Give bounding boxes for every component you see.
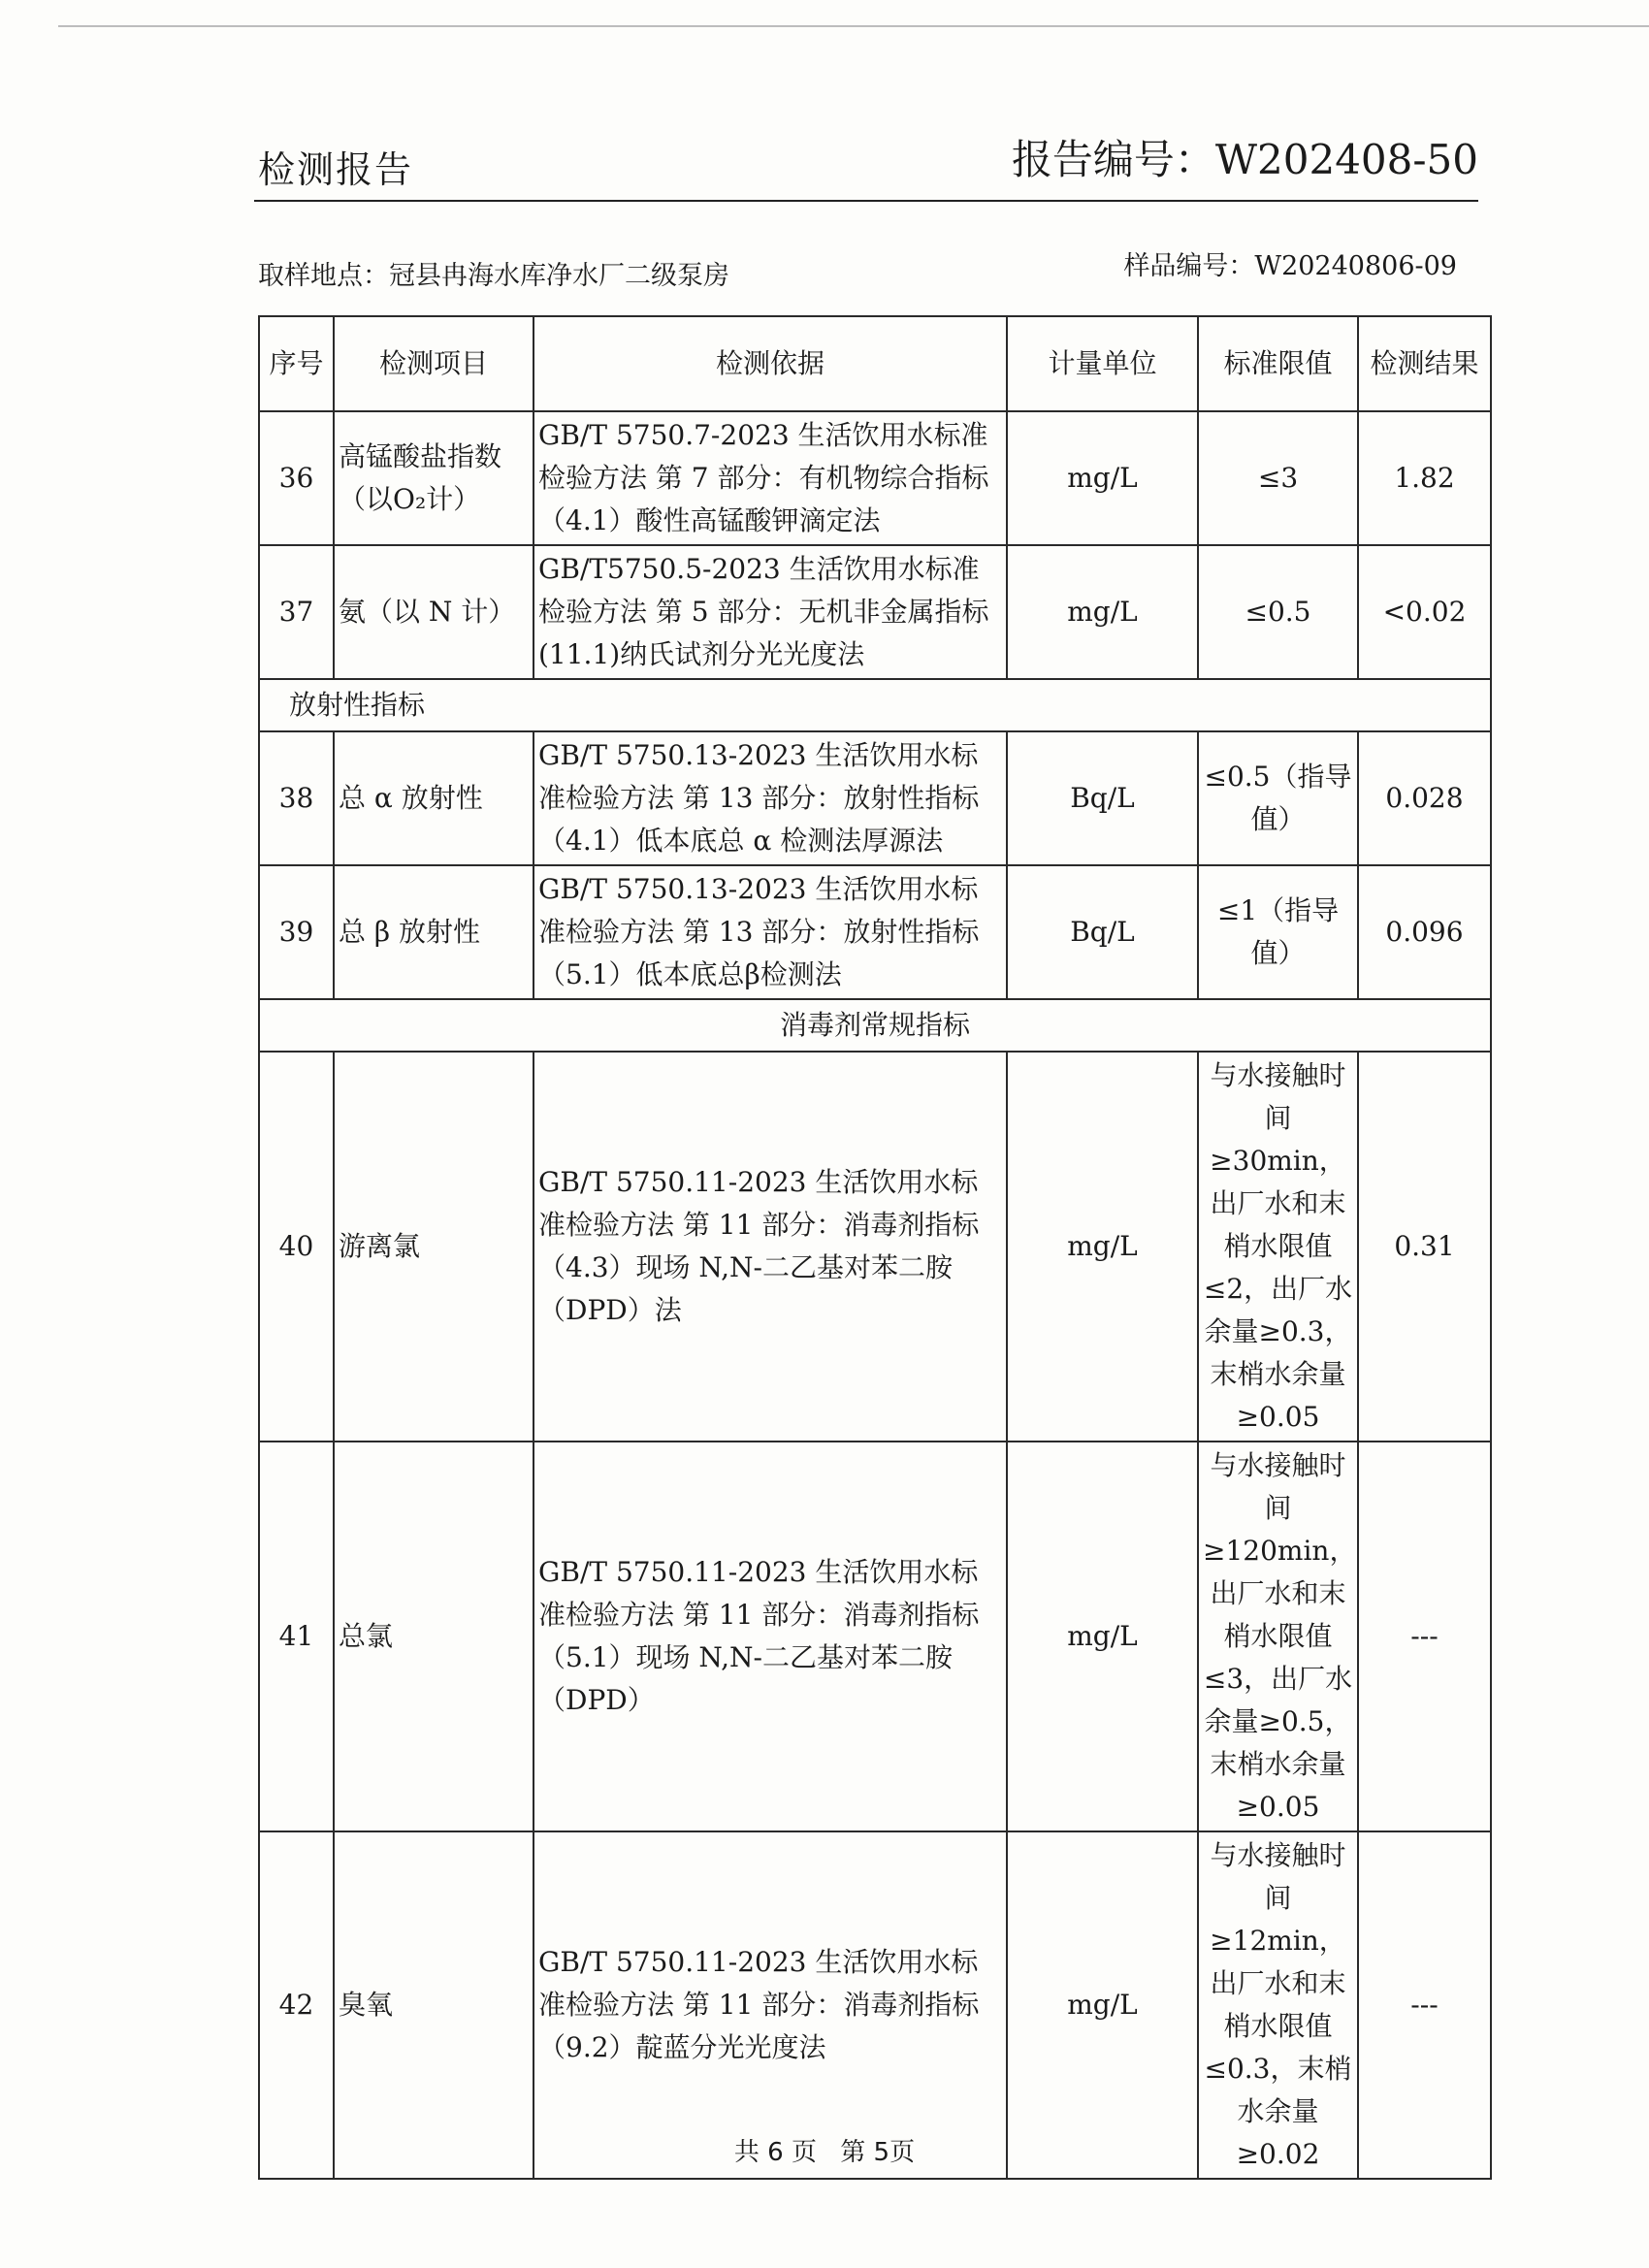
table-row: [259, 1052, 1491, 1442]
page-title: 检测报告: [258, 148, 414, 191]
row-result: 0.028: [1358, 731, 1491, 865]
row-no: 41: [259, 1442, 334, 1831]
row-no: 40: [259, 1052, 334, 1442]
section-row-radioactivity: [259, 679, 1491, 731]
scan-edge-line: [58, 25, 1649, 27]
row-basis: GB/T 5750.13-2023 生活饮用水标准检验方法 第 13 部分：放射性指标（4.1）低本底总 α 检测法厚源法: [534, 731, 1007, 865]
sample-number: 样品编号：W20240806-09: [1123, 251, 1457, 281]
header-basis: 检测依据: [534, 316, 1007, 411]
row-item: 总 α 放射性: [334, 731, 534, 865]
row-result: <0.02: [1358, 545, 1491, 679]
row-basis: GB/T 5750.11-2023 生活饮用水标准检验方法 第 11 部分：消毒剂指标（9.2）靛蓝分光光度法: [534, 1831, 1007, 2179]
row-unit: Bq/L: [1007, 865, 1198, 999]
row-unit: mg/L: [1007, 1442, 1198, 1831]
row-no: 38: [259, 731, 334, 865]
table-row: [259, 411, 1491, 545]
header-unit: 计量单位: [1007, 316, 1198, 411]
row-basis: GB/T 5750.7-2023 生活饮用水标准检验方法 第 7 部分：有机物综合指标（4.1）酸性高锰酸钾滴定法: [534, 411, 1007, 545]
row-limit: ≤3: [1198, 411, 1358, 545]
header-divider: [254, 200, 1478, 202]
row-basis: GB/T 5750.11-2023 生活饮用水标准检验方法 第 11 部分：消毒剂指标（5.1）现场 N,N-二乙基对苯二胺（DPD）: [534, 1442, 1007, 1831]
row-limit: ≤1（指导值）: [1198, 865, 1358, 999]
row-unit: mg/L: [1007, 1831, 1198, 2179]
row-result: ---: [1358, 1442, 1491, 1831]
row-item: 总氯: [334, 1442, 534, 1831]
row-unit: Bq/L: [1007, 731, 1198, 865]
row-unit: mg/L: [1007, 411, 1198, 545]
table-row: [259, 865, 1491, 999]
row-no: 39: [259, 865, 334, 999]
row-basis: GB/T 5750.11-2023 生活饮用水标准检验方法 第 11 部分：消毒剂指标（4.3）现场 N,N-二乙基对苯二胺（DPD）法: [534, 1052, 1007, 1442]
row-basis: GB/T 5750.13-2023 生活饮用水标准检验方法 第 13 部分：放射性指标（5.1）低本底总β检测法: [534, 865, 1007, 999]
section-title: 放射性指标: [259, 679, 1491, 731]
table-header-row: [259, 316, 1491, 411]
row-item: 氨（以 N 计）: [334, 545, 534, 679]
row-basis: GB/T5750.5-2023 生活饮用水标准检验方法 第 5 部分：无机非金属指标(11.1)纳氏试剂分光光度法: [534, 545, 1007, 679]
row-limit: ≤0.5（指导值）: [1198, 731, 1358, 865]
table-row: [259, 1442, 1491, 1831]
page-current: 第 5页: [840, 2138, 916, 2167]
header-limit: 标准限值: [1198, 316, 1358, 411]
report-number: 报告编号：W202408-50: [1011, 136, 1478, 183]
row-limit: 与水接触时间≥30min，出厂水和末梢水限值≤2，出厂水余量≥0.3，末梢水余量≥0.05: [1198, 1052, 1358, 1442]
section-row-disinfectant: [259, 999, 1491, 1052]
row-result: 1.82: [1358, 411, 1491, 545]
section-title: 消毒剂常规指标: [259, 999, 1491, 1052]
row-item: 总 β 放射性: [334, 865, 534, 999]
row-no: 37: [259, 545, 334, 679]
table-row: [259, 731, 1491, 865]
row-unit: mg/L: [1007, 1052, 1198, 1442]
page-total: 共 6 页: [733, 2138, 817, 2167]
results-table: [258, 315, 1492, 2180]
row-item: 高锰酸盐指数（以O₂计）: [334, 411, 534, 545]
header-item: 检测项目: [334, 316, 534, 411]
table-row: [259, 545, 1491, 679]
row-item: 游离氯: [334, 1052, 534, 1442]
row-limit: 与水接触时间≥12min，出厂水和末梢水限值≤0.3，末梢水余量≥0.02: [1198, 1831, 1358, 2179]
page-footer: [0, 2132, 1649, 2168]
header-result: 检测结果: [1358, 316, 1491, 411]
row-limit: ≤0.5: [1198, 545, 1358, 679]
sampling-location: 取样地点：冠县冉海水库净水厂二级泵房: [258, 261, 729, 291]
row-unit: mg/L: [1007, 545, 1198, 679]
table-row: [259, 1831, 1491, 2179]
row-limit: 与水接触时间≥120min，出厂水和末梢水限值≤3，出厂水余量≥0.5，末梢水余量≥0.05: [1198, 1442, 1358, 1831]
row-item: 臭氧: [334, 1831, 534, 2179]
row-no: 42: [259, 1831, 334, 2179]
row-result: 0.31: [1358, 1052, 1491, 1442]
header-no: 序号: [259, 316, 334, 411]
row-result: 0.096: [1358, 865, 1491, 999]
row-no: 36: [259, 411, 334, 545]
row-result: ---: [1358, 1831, 1491, 2179]
